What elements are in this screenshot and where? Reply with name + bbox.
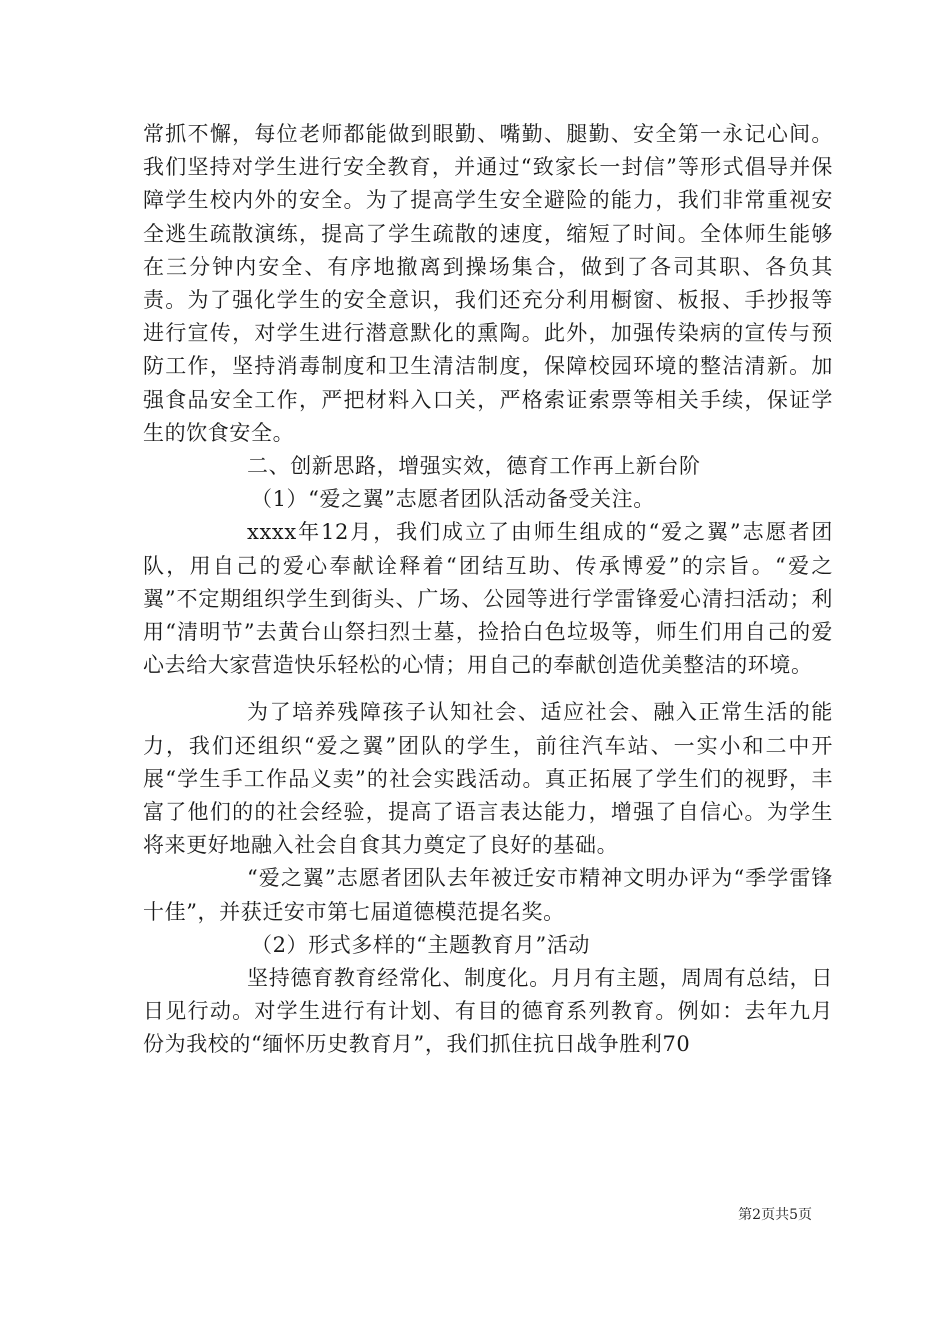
paragraph-theme-month: 坚持德育教育经常化、制度化。月月有主题，周周有总结，日日见行动。对学生进行有计划、有目的德育系列教育。例如：去年九月份为我校的“缅怀历史教育月”，我们抓住抗日战争胜利70 [143,966,833,1057]
paragraph-disabled-children: 为了培养残障孩子认知社会、适应社会、融入正常生活的能力，我们还组织“爱之翼”团队的学生，前往汽车站、一实小和二中开展“学生手工作品义卖”的社会实践活动。真正拓展了学生们的视野，丰富了他们的的社会经验，提高了语言表达能力，增强了自信心。为学生将来更好地融入社会自食其力奠定了良好的基础。 [143,700,833,858]
page-number: 第2页共5页 [738,1207,812,1223]
paragraph-safety-continued: 常抓不懈，每位老师都能做到眼勤、嘴勤、腿勤、安全第一永记心间。我们坚持对学生进行安全教育，并通过“致家长一封信”等形式倡导并保障学生校内外的安全。为了提高学生安全避险的能力，我们非常重视安全逃生疏散演练，提高了学生疏散的速度，缩短了时间。全体师生能够在三分钟内安全、有序地撤离到操场集合，做到了各司其职、各负其责。为了强化学生的安全意识，我们还充分利用橱窗、板报、手抄报等进行宣传，对学生进行潜意默化的熏陶。此外，加强传染病的宣传与预防工作，坚持消毒制度和卫生清洁制度，保障校园环境的整洁清新。加强食品安全工作，严把材料入口关，严格索证索票等相关手续，保证学生的饮食安全。 [143,122,833,445]
sub-heading-theme-month: （2）形式多样的“主题教育月”活动 [251,932,591,957]
sub-heading-volunteer-team: （1）“爱之翼”志愿者团队活动备受关注。 [251,487,655,512]
document-body [143,118,833,1062]
paragraph-award: “爱之翼”志愿者团队去年被迁安市精神文明办评为“季学雷锋十佳”，并获迁安市第七届道德模范提名奖。 [143,866,833,924]
paragraph-volunteer-team: xxxx年12月，我们成立了由师生组成的“爱之翼”志愿者团队，用自己的爱心奉献诠释着“团结互助、传承博爱”的宗旨。“爱之翼”不定期组织学生到街头、广场、公园等进行学雷锋爱心清扫活动；利用“清明节”去黄台山祭扫烈士墓，捡拾白色垃圾等，师生们用自己的爱心去给大家营造快乐轻松的心情；用自己的奉献创造优美整洁的环境。 [143,520,833,678]
section-two-heading: 二、创新思路，增强实效，德育工作再上新台阶 [247,454,701,479]
